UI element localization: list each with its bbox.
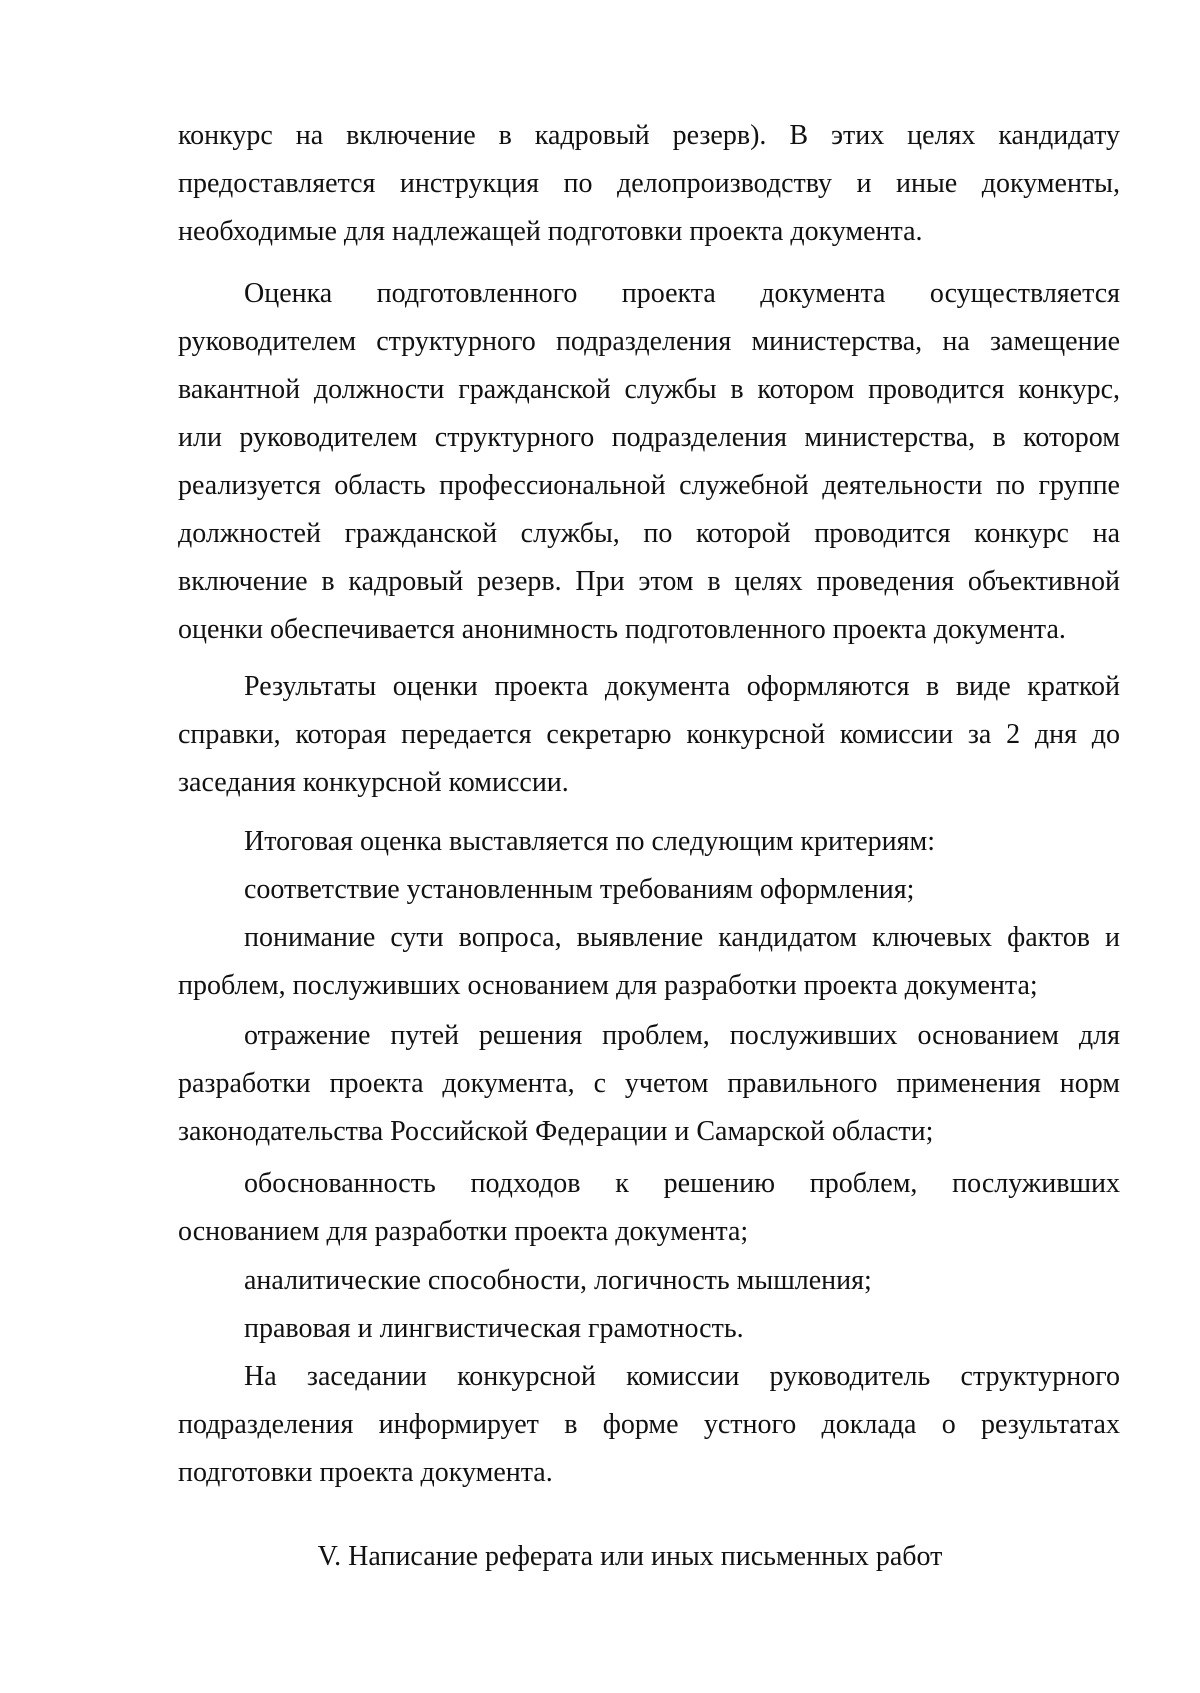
- text-line: конкурс на включение в кадровый резерв). В этих целях кандидату: [178, 120, 1120, 151]
- text-line: подразделения информирует в форме устного доклада о результатах: [178, 1409, 1120, 1440]
- criterion-formatting: [178, 866, 1120, 914]
- text-line: На заседании конкурсной комиссии руководитель структурного: [244, 1361, 1120, 1392]
- section-heading: V. Написание реферата или иных письменных работ: [317, 1541, 943, 1572]
- paragraph-continuation: [178, 112, 1120, 256]
- text-line: оценки обеспечивается анонимность подготовленного проекта документа.: [178, 614, 1066, 645]
- text-line: проблем, послуживших основанием для разработки проекта документа;: [178, 970, 1038, 1001]
- paragraph-results: [178, 663, 1120, 807]
- text-line: отражение путей решения проблем, послуживших основанием для: [244, 1020, 1120, 1051]
- text-line: реализуется область профессиональной служебной деятельности по группе: [178, 470, 1120, 501]
- text-line: включение в кадровый резерв. При этом в целях проведения объективной: [178, 566, 1120, 597]
- criterion-solutions: [178, 1012, 1120, 1156]
- text-line: подготовки проекта документа.: [178, 1457, 553, 1488]
- text-line: Результаты оценки проекта документа оформляются в виде краткой: [244, 671, 1120, 702]
- text-line: разработки проекта документа, с учетом правильного применения норм: [178, 1068, 1120, 1099]
- text-line: справки, которая передается секретарю конкурсной комиссии за 2 дня до: [178, 719, 1120, 750]
- criterion-literacy: [178, 1305, 1120, 1353]
- text-line: понимание сути вопроса, выявление кандидатом ключевых фактов и: [244, 922, 1120, 953]
- paragraph-evaluation: [178, 270, 1120, 654]
- text-line: обоснованность подходов к решению проблем, послуживших: [244, 1168, 1120, 1199]
- text-line: правовая и лингвистическая грамотность.: [244, 1313, 744, 1344]
- criterion-validity: [178, 1160, 1120, 1256]
- text-line: заседания конкурсной комиссии.: [178, 767, 569, 798]
- paragraph-meeting: [178, 1353, 1120, 1497]
- text-line: необходимые для надлежащей подготовки проекта документа.: [178, 216, 923, 247]
- text-line: вакантной должности гражданской службы в котором проводится конкурс,: [178, 374, 1120, 405]
- criterion-analytical: [178, 1257, 1120, 1305]
- text-line: основанием для разработки проекта документа;: [178, 1216, 749, 1247]
- criterion-understanding: [178, 914, 1120, 1010]
- paragraph-criteria-intro: [178, 818, 1120, 866]
- text-line: или руководителем структурного подразделения министерства, в котором: [178, 422, 1120, 453]
- text-line: соответствие установленным требованиям оформления;: [244, 874, 915, 905]
- text-line: предоставляется инструкция по делопроизводству и иные документы,: [178, 168, 1120, 199]
- text-line: должностей гражданской службы, по которой проводится конкурс на: [178, 518, 1120, 549]
- text-line: законодательства Российской Федерации и Самарской области;: [178, 1116, 934, 1147]
- text-line: Итоговая оценка выставляется по следующим критериям:: [244, 826, 936, 857]
- text-line: аналитические способности, логичность мышления;: [244, 1265, 872, 1296]
- text-line: руководителем структурного подразделения министерства, на замещение: [178, 326, 1120, 357]
- text-line: Оценка подготовленного проекта документа осуществляется: [244, 278, 1120, 309]
